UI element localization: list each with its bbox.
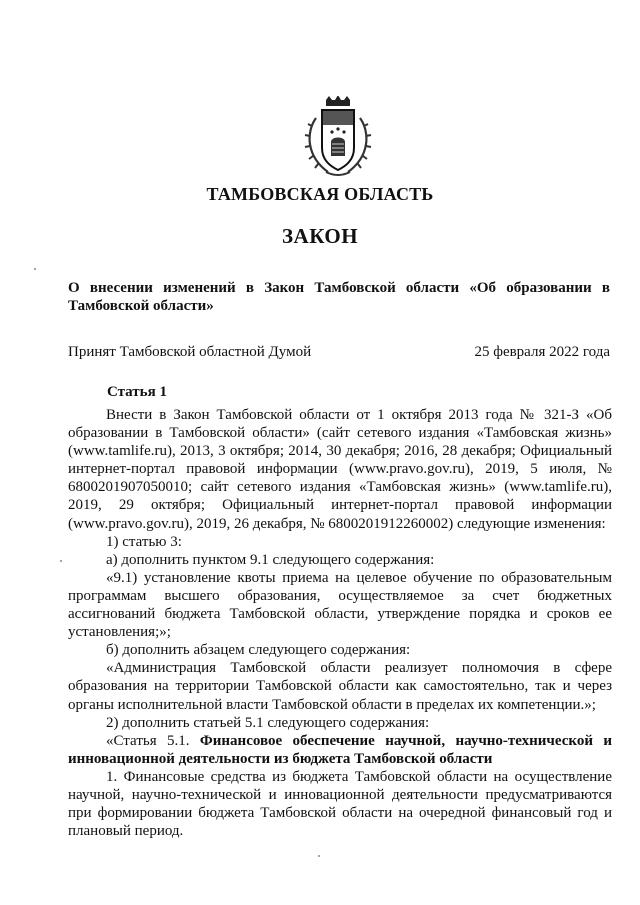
paragraph-subitem-b: б) дополнить абзацем следующего содержания: xyxy=(106,642,411,659)
paragraph-administration: «Администрация Тамбовской области реализует полномочия в сфере образования на территории Тамбовской области как самостоятельно, так и через органы исполнительной власти Тамбовской области в пределах их компетенции.»; xyxy=(68,660,612,713)
coat-of-arms-emblem xyxy=(302,96,374,178)
article-body xyxy=(68,406,612,840)
paragraph-intro: Внести в Закон Тамбовской области от 1 октября 2013 года № 321-З «Об образовании в Тамбовской области» (сайт сетевого издания «Тамбовская жизнь» (www.tamlife.ru), 2013, 3 октября; 2014, 30 декабря; 2016, 28 декабря; Официальный интернет-портал правовой информации (www.pravo.gov.ru), 2019, 5 июля, № 6800201907050010; сайт сетевого издания «Тамбовская жизнь» (www.tamlife.ru), 2019, 29 октября; Официальный интернет-портал правовой информации (www.pravo.gov.ru), 2019, 26 декабря, № 6800201912260002) следующие изменения: xyxy=(68,407,612,532)
paragraph-subitem-a: а) дополнить пунктом 9.1 следующего содержания: xyxy=(106,551,435,568)
law-title: О внесении изменений в Закон Тамбовской области «Об образовании в Тамбовской области» xyxy=(68,280,610,314)
scan-speck xyxy=(60,560,62,562)
adopted-by: Принят Тамбовской областной Думой xyxy=(68,344,312,360)
adoption-date: 25 февраля 2022 года xyxy=(474,344,610,360)
new-article-title: Финансовое обеспечение научной, научно-технической и инновационной деятельности из бюджета Тамбовской области xyxy=(68,732,613,767)
scan-speck xyxy=(34,268,36,270)
article-heading: Статья 1 xyxy=(107,384,167,400)
paragraph-quota: «9.1) установление квоты приема на целевое обучение по образовательным программам высшего образования, осуществляемое за счет бюджетных ассигнований бюджета Тамбовской области, утверждение порядка и сроков ее установления;»; xyxy=(68,569,612,641)
scan-speck xyxy=(318,855,320,857)
new-article-prefix: «Статья 5.1. xyxy=(106,732,190,749)
adoption-line xyxy=(68,343,610,361)
document-type: ЗАКОН xyxy=(281,224,359,248)
paragraph-item-1: 1) статью 3: xyxy=(106,533,182,550)
paragraph-item-2: 2) дополнить статьей 5.1 следующего содержания: xyxy=(106,714,430,731)
new-article-paragraph-1: 1. Финансовые средства из бюджета Тамбовской области на осуществление научной, научно-технической и инновационной деятельности предусматриваются при формировании бюджета Тамбовской области на очередной финансовый год и плановый период. xyxy=(68,768,612,840)
new-article-heading xyxy=(68,732,612,768)
region-title: ТАМБОВСКАЯ ОБЛАСТЬ xyxy=(206,184,434,204)
